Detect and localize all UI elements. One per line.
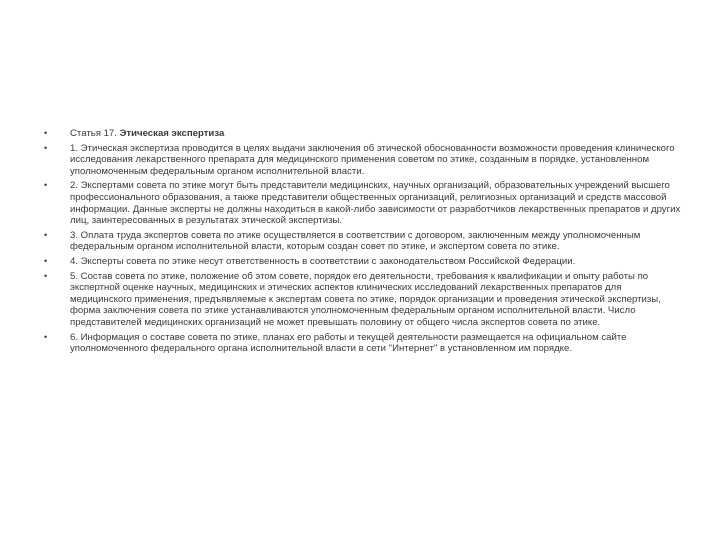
bullet-icon: • [44, 331, 48, 342]
bullet-icon: • [44, 128, 48, 138]
article-number: Статья 17. [70, 128, 120, 139]
bullet-icon: • [44, 142, 48, 153]
bullet-icon: • [44, 270, 48, 281]
bullet-icon: • [44, 180, 48, 191]
bullet-icon: • [44, 255, 48, 266]
paragraph-text: 1. Этическая экспертиза проводится в целях выдачи заключения об этической обоснованности возможности проведения клинического исследования лекарственного препарата для медицинского применения советом по этике, созданным в порядке, установленном уполномоченным федеральным органом исполнительной власти. [70, 142, 675, 177]
paragraph-item [44, 180, 684, 226]
paragraph-item [44, 332, 684, 355]
paragraph-item [44, 256, 684, 268]
paragraph-item [44, 143, 684, 178]
paragraph-item [44, 271, 684, 329]
paragraph-text: 2. Экспертами совета по этике могут быть представители медицинских, научных организаций, образовательных учреждений высшего профессионального образования, а также представители общественных организаций, религиозных организаций и средств массовой информации. Данные эксперты не должны находиться в какой-либо зависимости от разработчиков лекарственных препаратов и других лиц, заинтересованных в результатах этической экспертизы. [70, 180, 681, 227]
paragraph-text: 4. Эксперты совета по этике несут ответственность в соответствии с законодательством Российской Федерации. [70, 255, 576, 267]
paragraph-text: 3. Оплата труда экспертов совета по этике осуществляется в соответствии с договором, заключенным между уполномоченным федеральным органом исполнительной власти, которым создан совет по этике, и экспертом совета по этике. [70, 229, 641, 253]
article-title-item [44, 128, 684, 140]
bullet-icon: • [44, 229, 48, 240]
article-bullet-list [44, 128, 684, 358]
paragraph-text: 5. Состав совета по этике, положение об этом совете, порядок его деятельности, требования к квалификации и опыту работы по экспертной оценке научных, медицинских и этических аспектов клинических исследований лекарственных препаратов для медицинского применения, предъявляемые к экспертам совета по этике, порядок организации и проведения этической экспертизы, форма заключения совета по этике устанавливаются уполномоченным федеральным органом исполнительной власти. Число представителей медицинских организаций не может превышать половину от общего числа экспертов совета по этике. [70, 270, 661, 328]
paragraph-item [44, 230, 684, 253]
paragraph-text: 6. Информация о составе совета по этике, планах его работы и текущей деятельности размещается на официальном сайте уполномоченного федерального органа исполнительной власти в сети "Интернет" в установленном им порядке. [70, 331, 627, 355]
article-title: Этическая экспертиза [119, 128, 225, 139]
